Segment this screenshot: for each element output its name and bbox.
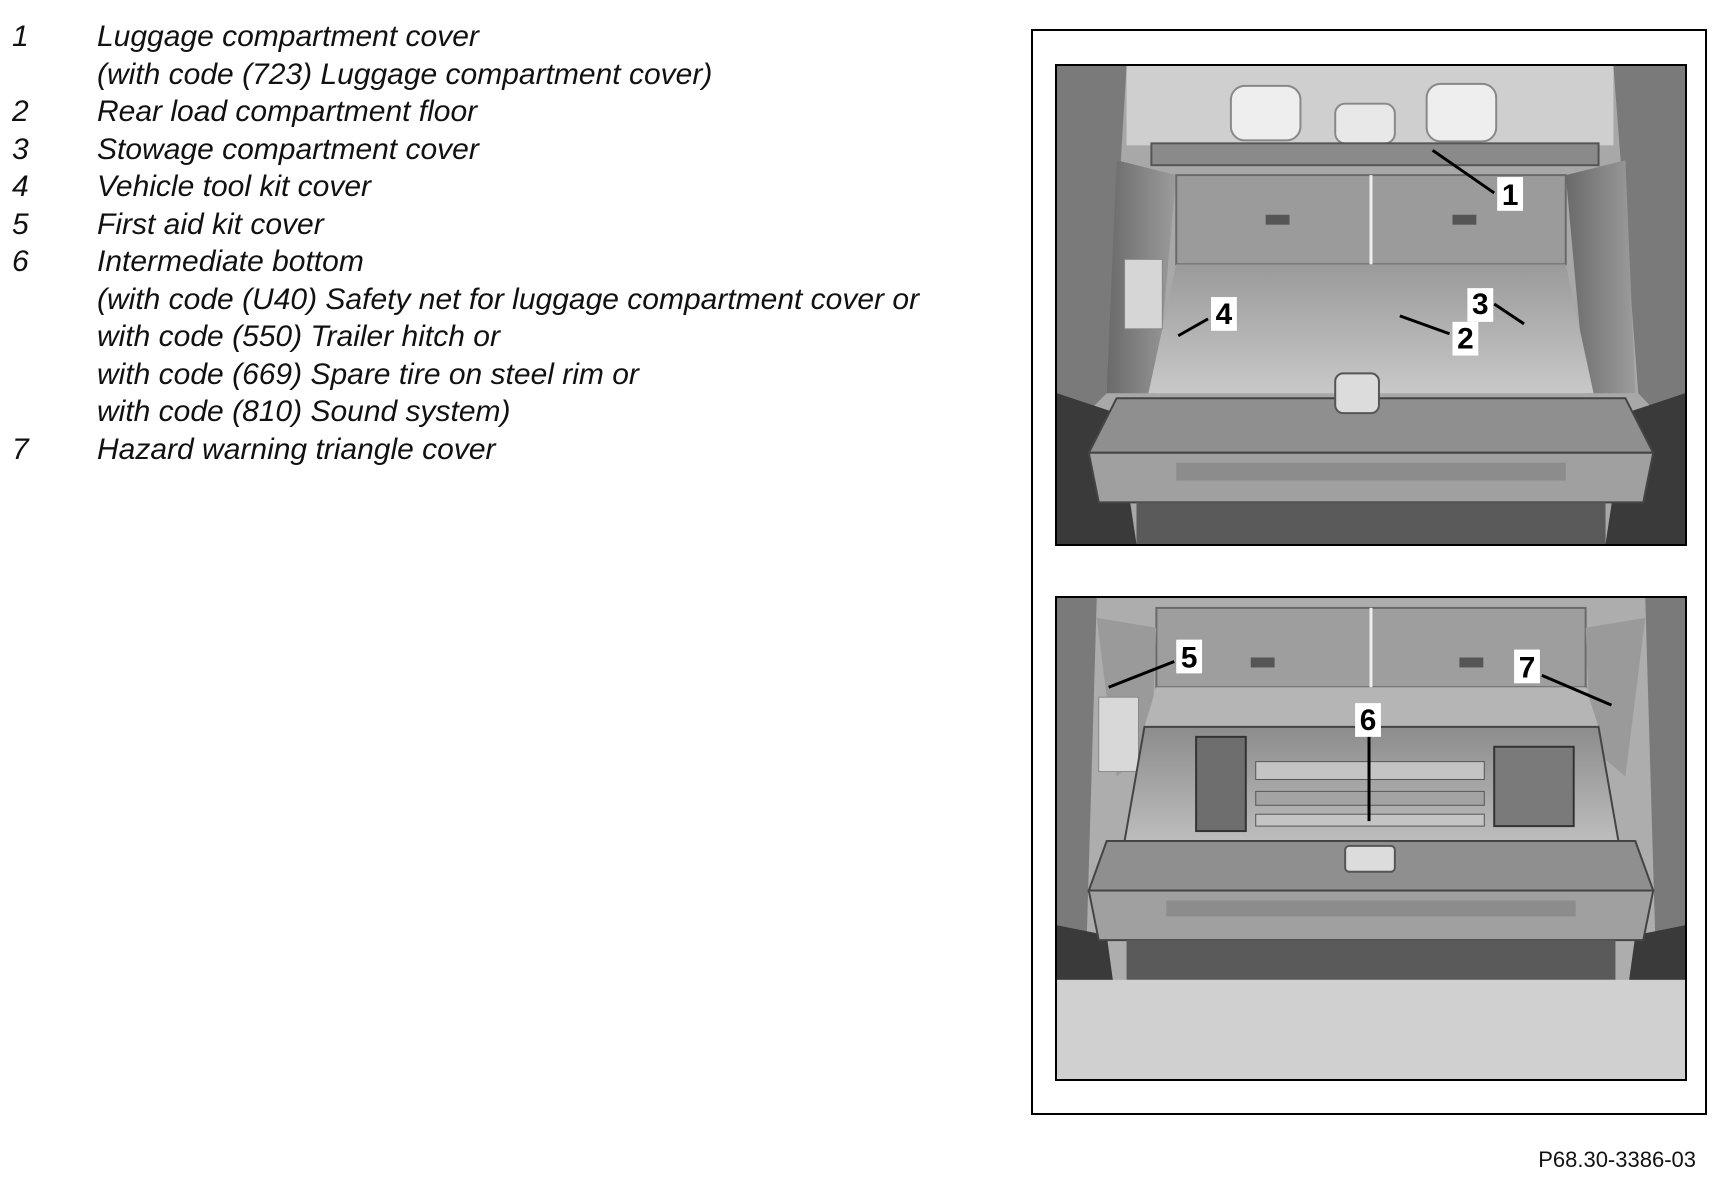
- callout-1: 1: [1501, 178, 1519, 212]
- legend-number: 7: [12, 432, 29, 466]
- legend-number: 5: [12, 207, 29, 241]
- legend-text: [97, 131, 1012, 169]
- callout-5: 5: [1180, 641, 1198, 675]
- legend-number: 3: [12, 132, 29, 166]
- legend-number: 6: [12, 245, 29, 278]
- legend-item-4: [12, 168, 1012, 206]
- legend-item-1: [12, 18, 1012, 93]
- legend-item-5: [12, 206, 1012, 244]
- callout-3: 3: [1472, 287, 1489, 321]
- legend-number: 1: [12, 20, 29, 53]
- legend-line: with code (550) Trailer hitch or: [97, 320, 500, 353]
- legend-list: [12, 18, 1012, 468]
- trunk-illustration-bottom: [1057, 598, 1685, 1079]
- legend-line: (with code (U40) Safety net for luggage compartment cover or: [97, 282, 920, 316]
- legend-item-3: [12, 131, 1012, 169]
- figure-id: P68.30-3386-03: [1538, 1147, 1696, 1172]
- legend-text: [97, 206, 1012, 244]
- luggage-compartment-photo-bottom: [1055, 596, 1687, 1081]
- legend-line: Luggage compartment cover: [97, 20, 479, 53]
- luggage-compartment-photo-top: [1055, 64, 1687, 546]
- legend-number: 2: [12, 95, 29, 128]
- legend-line: First aid kit cover: [97, 207, 324, 241]
- callout-6: 6: [1359, 703, 1377, 737]
- legend-text: [97, 243, 1012, 431]
- legend-item-7: [12, 431, 1012, 469]
- legend-text: [97, 93, 1012, 131]
- callout-7: 7: [1518, 651, 1536, 685]
- figure-frame: [1031, 29, 1707, 1115]
- legend-line: (with code (723) Luggage compartment cover): [97, 57, 713, 91]
- legend-item-2: [12, 93, 1012, 131]
- legend-text: [97, 168, 1012, 206]
- legend-text: [97, 431, 1012, 469]
- callout-2: 2: [1457, 322, 1474, 356]
- legend-line: Stowage compartment cover: [97, 132, 479, 166]
- legend-item-6: [12, 243, 1012, 431]
- callout-4: 4: [1215, 297, 1233, 331]
- legend-line: with code (669) Spare tire on steel rim or: [97, 357, 639, 391]
- legend-line: Intermediate bottom: [97, 245, 364, 278]
- legend-line: Hazard warning triangle cover: [97, 432, 496, 466]
- legend-line: Vehicle tool kit cover: [97, 170, 372, 203]
- legend-text: [97, 18, 1012, 93]
- legend-line: with code (810) Sound system): [97, 395, 511, 428]
- legend-number: 4: [12, 170, 29, 203]
- legend-line: Rear load compartment floor: [97, 95, 478, 128]
- trunk-illustration-top: [1057, 66, 1685, 544]
